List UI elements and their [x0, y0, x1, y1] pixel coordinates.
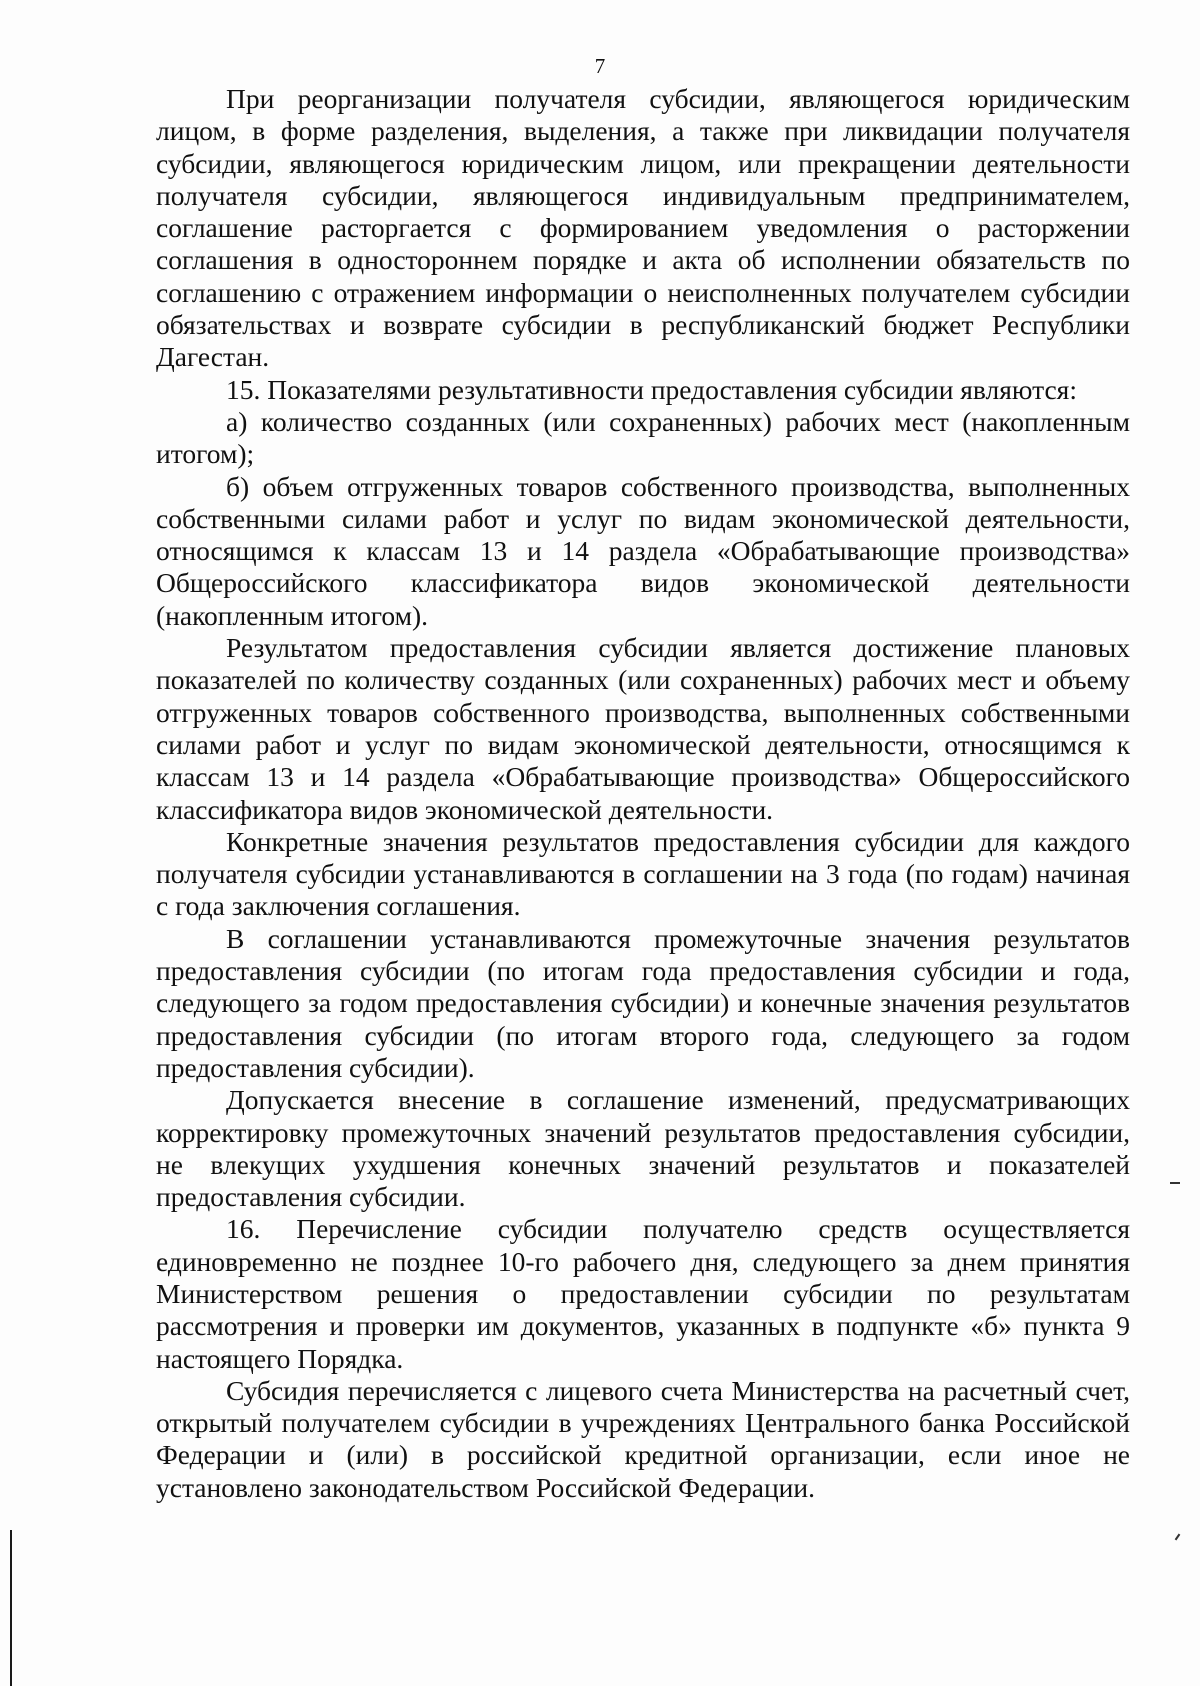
paragraph-reorganization: При реорганизации получателя субсидии, являющегося юридическим лицом, в форме разделения, выделения, а также при ликвидации получателя субсидии, являющегося юридическим лицом, или прекращении деятельности получателя субсидии, являющегося индивидуальным предпринимателем, соглашение расторгается с формированием уведомления о расторжении соглашения в одностороннем порядке и акта об исполнении обязательств по соглашению с отражением информации о неисполненных получателем субсидии обязательствах и возврате субсидии в республиканский бюджет Республики Дагестан.	[156, 83, 1130, 373]
document-body	[156, 83, 1130, 1504]
paragraph-specific-values: Конкретные значения результатов предоставления субсидии для каждого получателя субсидии устанавливаются в соглашении на 3 года (по годам) начиная с года заключения соглашения.	[156, 825, 1130, 922]
paragraph-16-transfer: 16. Перечисление субсидии получателю средств осуществляется единовременно не позднее 10-го рабочего дня, следующего за днем принятия Министерством решения о предоставлении субсидии по результатам рассмотрения и проверки им документов, указанных в подпункте «б» пункта 9 настоящего Порядка.	[156, 1213, 1130, 1374]
paragraph-amendments: Допускается внесение в соглашение изменений, предусматривающих корректировку промежуточных значений результатов предоставления субсидии, не влекущих ухудшения конечных значений результатов и показателей предоставления субсидии.	[156, 1084, 1130, 1213]
scan-mark	[1170, 1182, 1180, 1184]
paragraph-account-transfer: Субсидия перечисляется с лицевого счета Министерства на расчетный счет, открытый получателем субсидии в учреждениях Центрального банка Российской Федерации и (или) в российской кредитной организации, если иное не установлено законодательством Российской Федерации.	[156, 1374, 1130, 1503]
page-number: 7	[594, 54, 606, 78]
paragraph-15-performance-indicators: 15. Показателями результативности предоставления субсидии являются:	[226, 373, 1077, 405]
paragraph-result-definition: Результатом предоставления субсидии является достижение плановых показателей по количеству созданных (или сохраненных) рабочих мест и объему отгруженных товаров собственного производства, выполненных собственными силами работ и услуг по видам экономической деятельности, относящимся к классам 13 и 14 раздела «Обрабатывающие производства» Общероссийского классификатора видов экономической деятельности.	[156, 632, 1130, 825]
scan-binding-line	[10, 1530, 12, 1686]
paragraph-intermediate-values: В соглашении устанавливаются промежуточные значения результатов предоставления субсидии (по итогам года предоставления субсидии и года, следующего за годом предоставления субсидии) и конечные значения результатов предоставления субсидии (по итогам второго года, следующего за годом предоставления субсидии).	[156, 922, 1130, 1083]
paragraph-15b-shipped-goods: б) объем отгруженных товаров собственного производства, выполненных собственными силами работ и услуг по видам экономической деятельности, относящимся к классам 13 и 14 раздела «Обрабатывающие производства» Общероссийского классификатора видов экономической деятельности (накопленным итогом).	[156, 470, 1130, 631]
paragraph-15a-jobs: а) количество созданных (или сохраненных) рабочих мест (накопленным итогом);	[156, 405, 1130, 470]
scan-mark	[1175, 1534, 1181, 1541]
